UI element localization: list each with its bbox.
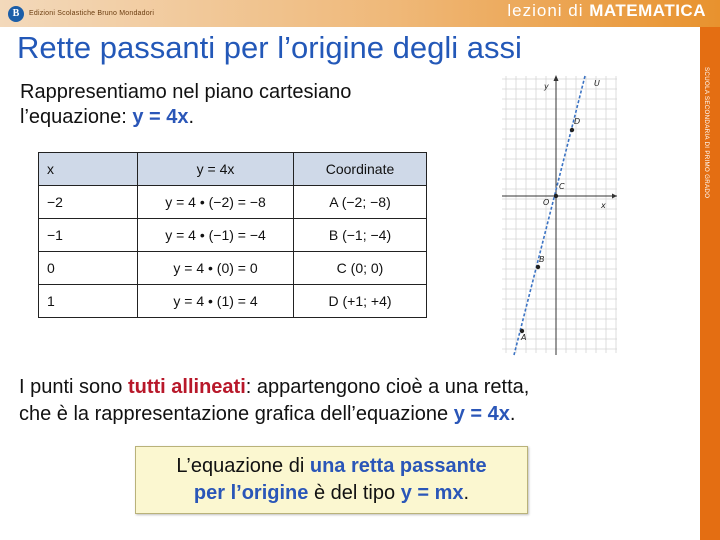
intro-text [20,80,460,130]
cell-y: y = 4 • (0) = 0 [138,252,294,285]
intro-line1: Rappresentiamo nel piano cartesiano [20,81,352,103]
side-band [700,27,720,540]
publisher-logo-icon: B [8,6,24,22]
rule-p3: . [463,482,470,504]
cell-coord: C (0; 0) [294,252,427,285]
sentence-equation: y = 4x [453,403,510,425]
intro-line2: l’equazione: [20,106,133,128]
y-axis-label: y [544,82,549,91]
cell-y: y = 4 • (−2) = −8 [138,186,294,219]
sentence-p3: che è la rappresentazione grafica dell’equazione [19,403,454,425]
origin-label: O [543,198,550,207]
publisher-name: Edizioni Scolastiche Bruno Mondadori [29,10,155,17]
cell-coord: B (−1; −4) [294,219,427,252]
values-table [38,152,427,318]
header-coordinates: Coordinate [294,153,427,186]
point-d [570,128,574,132]
cell-coord: D (+1; +4) [294,285,427,318]
brand-light: lezioni di [507,1,584,20]
brand-bold: MATEMATICA [589,1,706,20]
table-row [39,186,427,219]
header-x: x [39,153,138,186]
point-c [554,194,558,198]
label-d: D [574,117,581,126]
rule-highlight-1: una retta passante [309,455,487,477]
table-row [39,252,427,285]
side-label: SCUOLA SECONDARIA DI PRIMO GRADO [703,67,710,199]
table-row [39,219,427,252]
y-axis-arrow-icon [554,75,559,81]
cell-y: y = 4 • (−1) = −4 [138,219,294,252]
grid [502,76,617,353]
header-y: y = 4x [138,153,294,186]
rule-text [136,447,527,507]
cell-x: 0 [39,252,138,285]
cell-x: −2 [39,186,138,219]
rule-highlight-2: per l’origine [193,482,309,504]
rule-p2: è del tipo [308,482,401,504]
header-bar [0,0,720,27]
rule-equation: y = mx [400,482,464,504]
cell-x: 1 [39,285,138,318]
brand-logo [507,1,706,21]
rule-p1: L’equazione di [176,455,310,477]
rule-box [135,446,528,514]
intro-suffix: . [188,106,195,128]
point-b [536,265,540,269]
cartesian-graph [500,72,618,357]
conclusion-text [19,374,679,428]
sentence-p1: I punti sono [19,376,128,398]
table-header-row [39,153,427,186]
publisher [8,5,154,22]
sentence-p2: : appartengono cioè a una retta, [245,376,530,398]
cell-x: −1 [39,219,138,252]
label-a: A [521,333,527,342]
sentence-p4: . [509,403,516,425]
top-label: U [594,79,600,88]
label-c: C [559,182,565,191]
slide-title: Rette passanti per l’origine degli assi [17,30,522,65]
label-b: B [539,255,545,264]
sentence-highlight: tutti allineati [127,376,246,398]
intro-equation: y = 4x [132,106,189,128]
x-axis-label: x [601,201,606,210]
cell-y: y = 4 • (1) = 4 [138,285,294,318]
table-row [39,285,427,318]
cell-coord: A (−2; −8) [294,186,427,219]
